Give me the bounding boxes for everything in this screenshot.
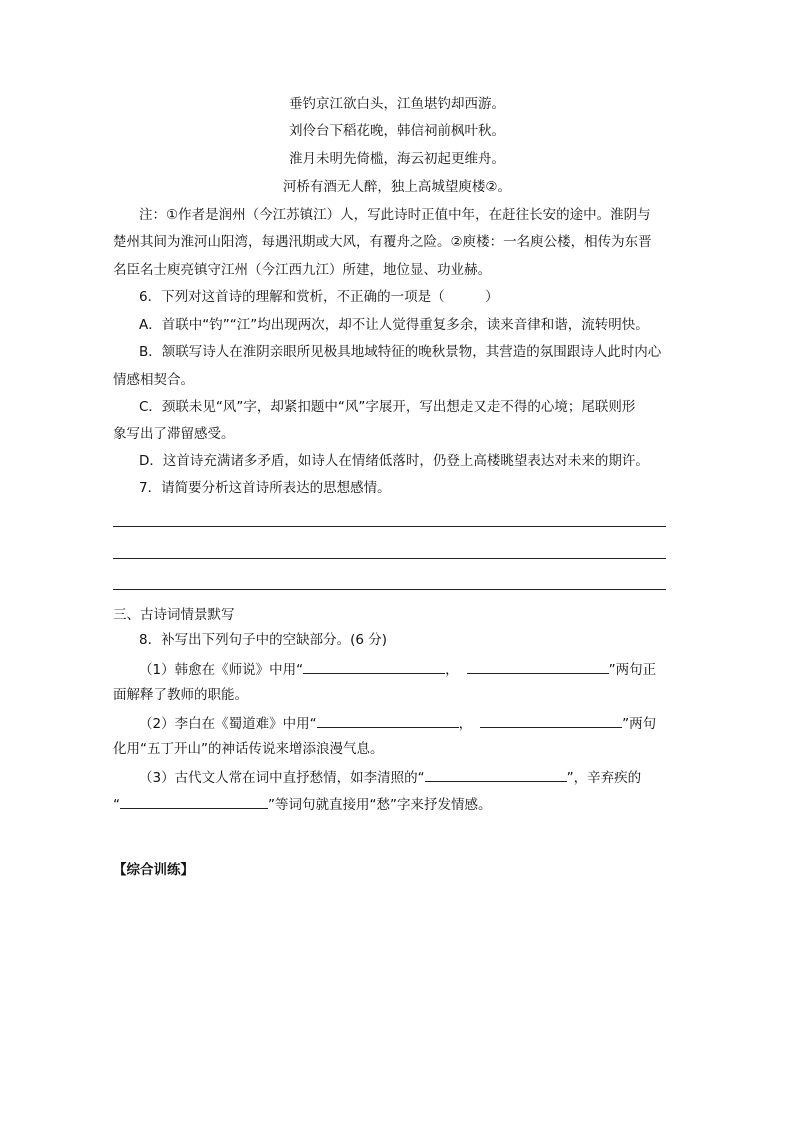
q8-item-3-line2 bbox=[113, 794, 491, 814]
q7-answer-line-1[interactable] bbox=[113, 526, 666, 527]
q8-item-3-open-quote: “ bbox=[113, 797, 120, 813]
q6-option-b-line1: B．颔联写诗人在淮阴亲眼所见极具地域特征的晚秋景物，其营造的氛围跟诗人此时内心 bbox=[139, 344, 662, 360]
q8-item-2-blank-1[interactable] bbox=[317, 713, 459, 728]
q6-option-b-line2: 情感相契合。 bbox=[113, 372, 194, 388]
q8-item-2-sep: ， bbox=[458, 716, 473, 732]
note-line-3: 名臣名士庾亮镇守江州（今江西九江）所建，地位显、功业赫。 bbox=[113, 262, 491, 278]
q8-item-1-line1 bbox=[139, 659, 656, 679]
q7-answer-line-2[interactable] bbox=[113, 558, 666, 559]
q6-option-c-line2: 象写出了滞留感受。 bbox=[113, 426, 235, 442]
q8-item-2-prefix: （2）李白在《蜀道难》中用“ bbox=[139, 716, 317, 732]
section-3-heading: 三、古诗词情景默写 bbox=[113, 607, 235, 623]
q8-item-3-blank-1[interactable] bbox=[425, 767, 567, 782]
training-heading: 【综合训练】 bbox=[113, 862, 194, 878]
q8-item-3-line1 bbox=[139, 767, 641, 787]
poem-line-1: 垂钓京江欲白头，江鱼堪钓却西游。 bbox=[289, 96, 505, 112]
q8-item-1-line2: 面解释了教师的职能。 bbox=[113, 687, 248, 703]
q6-option-d: D．这首诗充满诸多矛盾，如诗人在情绪低落时，仍登上高楼眺望表达对未来的期许。 bbox=[139, 453, 649, 469]
q8-item-2-line1 bbox=[139, 713, 656, 733]
q8-stem: 8．补写出下列句子中的空缺部分。(6 分) bbox=[139, 632, 388, 648]
q8-item-2-suffix: ”两句 bbox=[622, 716, 657, 732]
poem-line-4: 河桥有酒无人醉，独上高城望庾楼②。 bbox=[282, 179, 512, 195]
poem-line-2: 刘伶台下稻花晚，韩信祠前枫叶秋。 bbox=[289, 123, 505, 139]
q7-answer-line-3[interactable] bbox=[113, 589, 666, 590]
note-line-2: 楚州其间为淮河山阳湾，每遇汛期或大风，有覆舟之险。②庾楼：一名庾公楼，相传为东晋 bbox=[113, 234, 652, 250]
q8-item-3-suffix: ”等词句就直接用“愁”字来抒发情感。 bbox=[268, 797, 492, 813]
q8-item-3-mid: ”，辛弃疾的 bbox=[566, 770, 642, 786]
note-line-1: 注：①作者是润州（今江苏镇江）人，写此诗时正值中年，在赶往长安的途中。淮阴与 bbox=[139, 207, 651, 223]
q8-item-1-suffix: ”两句正 bbox=[608, 662, 657, 678]
q7-stem: 7．请简要分析这首诗所表达的思想感情。 bbox=[139, 480, 391, 496]
q8-item-1-blank-2[interactable] bbox=[467, 659, 609, 674]
q6-option-a: A．首联中“钓”“江”均出现两次，却不让人觉得重复多余，读来音律和谐，流转明快。 bbox=[139, 317, 649, 333]
q8-item-2-line2: 化用“五丁开山”的神话传说来增添浪漫气息。 bbox=[113, 741, 384, 757]
q8-item-1-sep: ， bbox=[445, 662, 459, 678]
q8-item-3-blank-2[interactable] bbox=[120, 794, 268, 809]
q6-option-c-line1: C．颈联未见“风”字，却紧扣题中“风”字展开，写出想走又走不得的心境；尾联则形 bbox=[139, 399, 636, 415]
q8-item-1-prefix: （1）韩愈在《师说》中用“ bbox=[139, 662, 304, 678]
q8-item-3-prefix: （3）古代文人常在词中直抒愁情，如李清照的“ bbox=[139, 770, 425, 786]
poem-line-3: 淮月未明先倚槛，海云初起更维舟。 bbox=[289, 151, 505, 167]
q6-stem: 6．下列对这首诗的理解和赏析，不正确的一项是（ ） bbox=[139, 289, 499, 305]
q8-item-1-blank-1[interactable] bbox=[303, 659, 445, 674]
q8-item-2-blank-2[interactable] bbox=[480, 713, 622, 728]
